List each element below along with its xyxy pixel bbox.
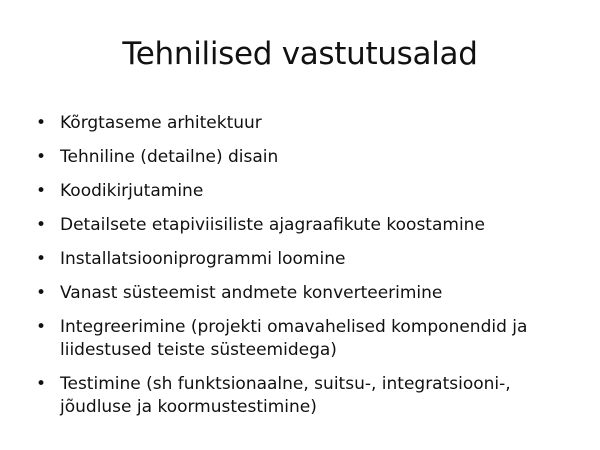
bullet-icon: • xyxy=(36,147,47,167)
bullet-list xyxy=(36,112,576,430)
slide-title: Tehnilised vastutusalad xyxy=(122,36,478,72)
bullet-icon: • xyxy=(36,249,47,269)
bullet-icon: • xyxy=(36,181,47,201)
list-item-text: Tehniline (detailne) disain xyxy=(60,147,279,167)
list-item xyxy=(36,373,576,419)
list-item-text: Detailsete etapiviisiliste ajagraafikute koostamine xyxy=(60,215,485,235)
list-item xyxy=(36,248,576,271)
list-item-text: Integreerimine (projekti omavahelised komponendid ja liidestused teiste süsteemidega) xyxy=(60,317,528,360)
list-item xyxy=(36,146,576,169)
list-item xyxy=(36,180,576,203)
bullet-icon: • xyxy=(36,113,47,133)
list-item-text: Testimine (sh funktsionaalne, suitsu-, integratsiooni-, jõudluse ja koormustestimine) xyxy=(60,374,511,417)
list-item-text: Installatsiooniprogrammi loomine xyxy=(60,249,346,269)
list-item xyxy=(36,316,576,362)
bullet-icon: • xyxy=(36,283,47,303)
list-item-text: Kõrgtaseme arhitektuur xyxy=(60,113,262,133)
list-item-text: Koodikirjutamine xyxy=(60,181,204,201)
bullet-icon: • xyxy=(36,374,47,394)
list-item xyxy=(36,112,576,135)
list-item-text: Vanast süsteemist andmete konverteerimine xyxy=(60,283,443,303)
list-item xyxy=(36,282,576,305)
list-item xyxy=(36,214,576,237)
bullet-icon: • xyxy=(36,317,47,337)
bullet-icon: • xyxy=(36,215,47,235)
